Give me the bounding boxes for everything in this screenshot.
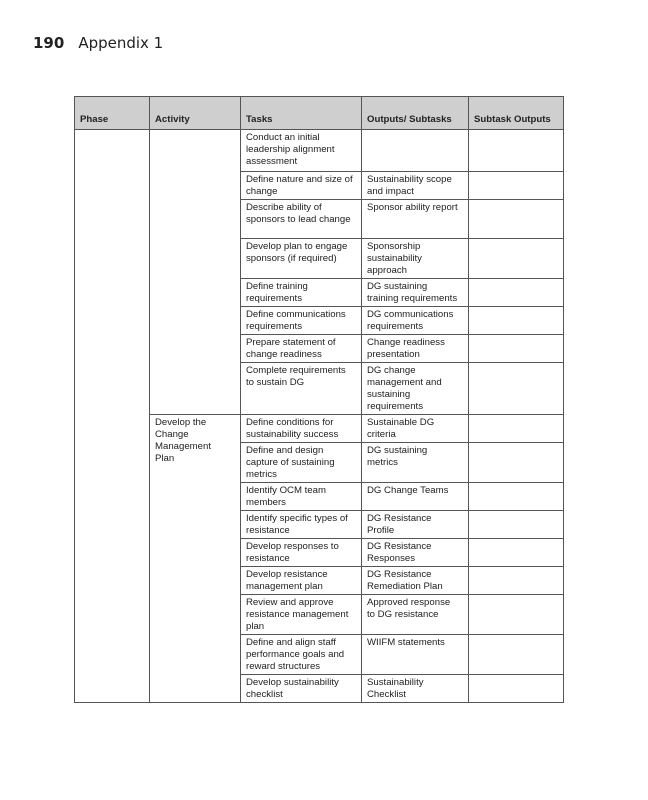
task-cell: Prepare statement of change readiness	[241, 335, 362, 363]
phase-cell	[75, 130, 150, 703]
task-cell: Describe ability of sponsors to lead change	[241, 200, 362, 239]
output-cell: DG Change Teams	[362, 483, 469, 511]
subtask-output-cell	[469, 511, 564, 539]
output-cell: Sponsor ability report	[362, 200, 469, 239]
subtask-output-cell	[469, 200, 564, 239]
task-cell: Define and design capture of sustaining metrics	[241, 443, 362, 483]
task-cell: Define nature and size of change	[241, 172, 362, 200]
activity-cell	[150, 130, 241, 415]
task-table	[74, 96, 564, 703]
subtask-output-cell	[469, 279, 564, 307]
header-activity: Activity	[150, 97, 241, 130]
running-head	[33, 34, 163, 52]
output-cell: DG Resistance Profile	[362, 511, 469, 539]
output-cell: Sponsorship sustainability approach	[362, 239, 469, 279]
table-header-row	[75, 97, 564, 130]
task-cell: Define conditions for sustainability success	[241, 415, 362, 443]
output-cell: DG sustaining training requirements	[362, 279, 469, 307]
output-cell: Sustainability scope and impact	[362, 172, 469, 200]
task-cell: Define and align staff performance goals and reward structures	[241, 635, 362, 675]
output-cell: Approved response to DG resistance	[362, 595, 469, 635]
task-cell: Identify specific types of resistance	[241, 511, 362, 539]
subtask-output-cell	[469, 130, 564, 172]
header-outputs-subtasks: Outputs/ Subtasks	[362, 97, 469, 130]
section-title: Appendix 1	[78, 34, 164, 52]
task-cell: Develop sustainability checklist	[241, 675, 362, 703]
task-cell: Review and approve resistance management plan	[241, 595, 362, 635]
task-cell: Identify OCM team members	[241, 483, 362, 511]
output-cell	[362, 130, 469, 172]
subtask-output-cell	[469, 483, 564, 511]
output-cell: DG communications requirements	[362, 307, 469, 335]
subtask-output-cell	[469, 172, 564, 200]
task-cell: Define training requirements	[241, 279, 362, 307]
header-phase: Phase	[75, 97, 150, 130]
output-cell: DG sustaining metrics	[362, 443, 469, 483]
task-cell: Develop responses to resistance	[241, 539, 362, 567]
subtask-output-cell	[469, 335, 564, 363]
subtask-output-cell	[469, 675, 564, 703]
header-tasks: Tasks	[241, 97, 362, 130]
subtask-output-cell	[469, 415, 564, 443]
page-number: 190	[33, 34, 65, 52]
subtask-output-cell	[469, 635, 564, 675]
task-cell: Define communications requirements	[241, 307, 362, 335]
output-cell: DG Resistance Remediation Plan	[362, 567, 469, 595]
output-cell: DG change management and sustaining requirements	[362, 363, 469, 415]
task-cell: Develop plan to engage sponsors (if required)	[241, 239, 362, 279]
activity-cell: Develop the Change Management Plan	[150, 415, 241, 703]
output-cell: Change readiness presentation	[362, 335, 469, 363]
header-subtask-outputs: Subtask Outputs	[469, 97, 564, 130]
subtask-output-cell	[469, 239, 564, 279]
subtask-output-cell	[469, 307, 564, 335]
subtask-output-cell	[469, 539, 564, 567]
subtask-output-cell	[469, 567, 564, 595]
output-cell: DG Resistance Responses	[362, 539, 469, 567]
output-cell: Sustainable DG criteria	[362, 415, 469, 443]
output-cell: WIIFM statements	[362, 635, 469, 675]
output-cell: Sustainability Checklist	[362, 675, 469, 703]
task-cell: Conduct an initial leadership alignment assessment	[241, 130, 362, 172]
subtask-output-cell	[469, 595, 564, 635]
task-cell: Develop resistance management plan	[241, 567, 362, 595]
table-row	[75, 130, 564, 172]
task-cell: Complete requirements to sustain DG	[241, 363, 362, 415]
subtask-output-cell	[469, 363, 564, 415]
subtask-output-cell	[469, 443, 564, 483]
